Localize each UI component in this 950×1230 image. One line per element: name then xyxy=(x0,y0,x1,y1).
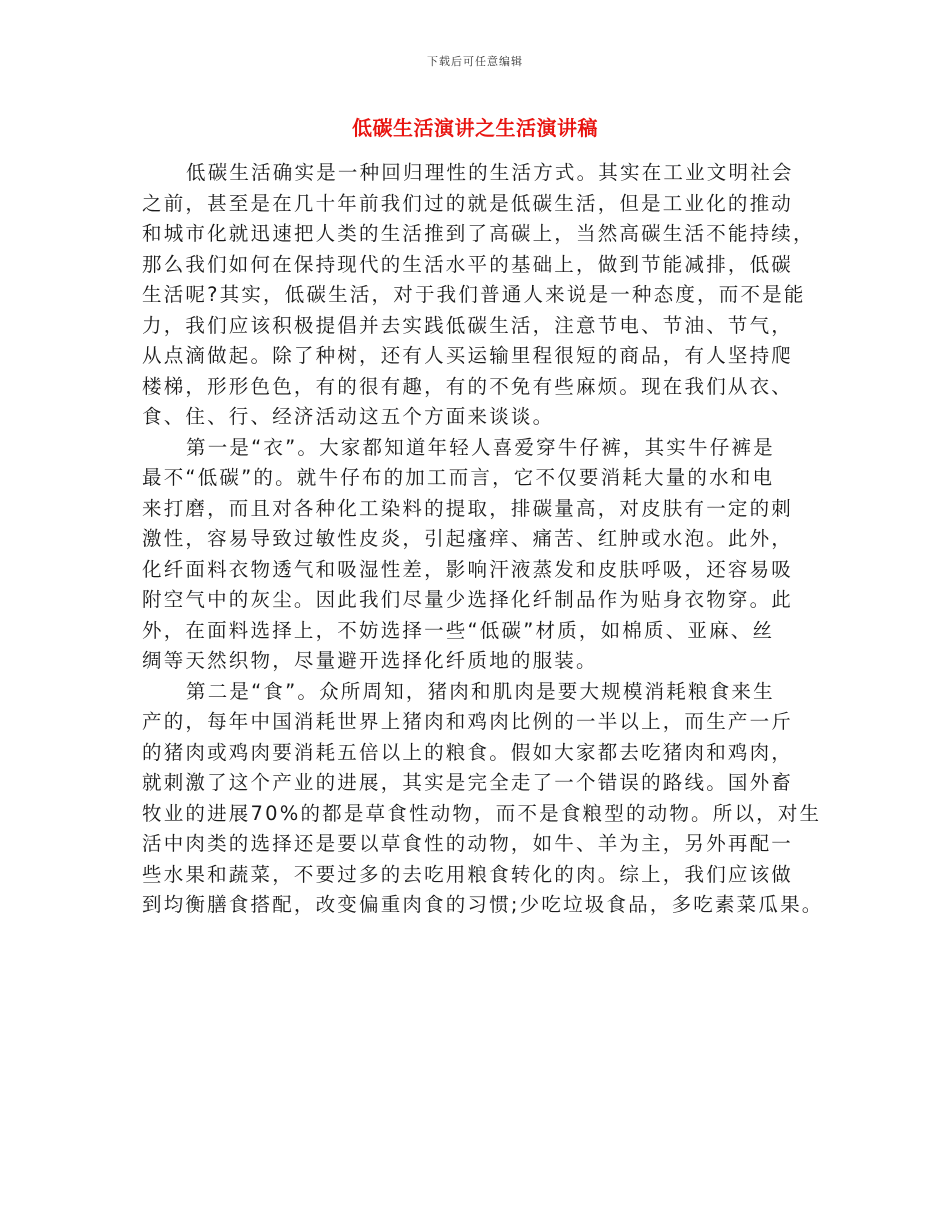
text-line: 牧业的进展70%的都是草食性动物，而不是食粮型的动物。所以，对生 xyxy=(142,801,822,825)
text-line: 些水果和蔬菜，不要过多的去吃用粮食转化的肉。综上，我们应该做 xyxy=(142,862,794,886)
text-line: 激性，容易导致过敏性皮炎，引起瘙痒、痛苦、红肿或水泡。此外， xyxy=(142,527,794,550)
text-line: 从点滴做起。除了种树，还有人买运输里程很短的商品，有人坚持爬 xyxy=(142,344,794,367)
text-line: 和城市化就迅速把人类的生活推到了高碳上，当然高碳生活不能持续， xyxy=(142,222,815,245)
text-line: 楼梯，形形色色，有的很有趣，有的不免有些麻烦。现在我们从衣、 xyxy=(142,374,794,398)
text-line: 食、住、行、经济活动这五个方面来谈谈。 xyxy=(142,405,555,428)
text-line: 第一是“衣”。大家都知道年轻人喜爱穿牛仔裤，其实牛仔裤是 xyxy=(186,435,775,459)
text-line: 最不“低碳”的。就牛仔布的加工而言，它不仅要消耗大量的水和电 xyxy=(142,466,775,489)
text-line: 的猪肉或鸡肉要消耗五倍以上的粮食。假如大家都去吃猪肉和鸡肉， xyxy=(142,740,794,764)
text-line: 活中肉类的选择还是要以草食性的动物，如牛、羊为主，另外再配一 xyxy=(142,832,794,855)
text-line: 低碳生活确实是一种回归理性的生活方式。其实在工业文明社会 xyxy=(186,161,794,184)
text-line: 产的，每年中国消耗世界上猪肉和鸡肉比例的一半以上，而生产一斤 xyxy=(142,710,794,733)
text-line: 第二是“食”。众所周知，猪肉和肌肉是要大规模消耗粮食来生 xyxy=(186,679,775,703)
text-line: 力，我们应该积极提倡并去实践低碳生活，注意节电、节油、节气， xyxy=(142,313,794,337)
text-line: 附空气中的灰尘。因此我们尽量少选择化纤制品作为贴身衣物穿。此 xyxy=(142,588,794,611)
document-body xyxy=(142,158,832,921)
text-line: 到均衡膳食搭配，改变偏重肉食的习惯;少吃垃圾食品，多吃素菜瓜果。 xyxy=(142,893,824,916)
document-title: 低碳生活演讲之生活演讲稿 xyxy=(352,116,598,140)
text-line: 绸等天然织物，尽量避开选择化纤质地的服装。 xyxy=(142,649,598,672)
text-line: 化纤面料衣物透气和吸湿性差，影响汗液蒸发和皮肤呼吸，还容易吸 xyxy=(142,557,794,581)
text-line: 生活呢?其实，低碳生活，对于我们普通人来说是一种态度，而不是能 xyxy=(142,283,806,306)
text-line: 那么我们如何在保持现代的生活水平的基础上，做到节能减排，低碳 xyxy=(142,252,794,276)
text-line: 外，在面料选择上，不妨选择一些“低碳”材质，如棉质、亚麻、丝 xyxy=(142,618,775,642)
header-note: 下载后可任意编辑 xyxy=(427,55,523,68)
text-line: 就刺激了这个产业的进展，其实是完全走了一个错误的路线。国外畜 xyxy=(142,771,794,794)
text-line: 之前，甚至是在几十年前我们过的就是低碳生活，但是工业化的推动 xyxy=(142,191,794,215)
text-line: 来打磨，而且对各种化工染料的提取，排碳量高，对皮肤有一定的刺 xyxy=(142,496,794,520)
